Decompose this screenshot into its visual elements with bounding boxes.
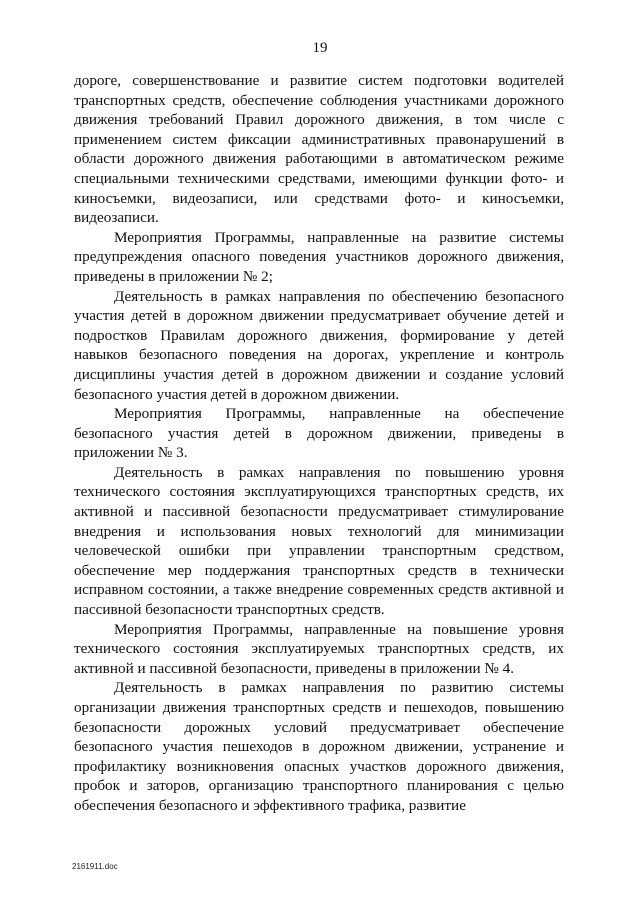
page-number: 19 (312, 40, 328, 56)
footer-file-name: 2161911.doc (72, 862, 118, 871)
paragraph-appendix-4: Мероприятия Программы, направленные на повышение уровня технического состояния эксплуатируемых транспортных средств, их активной и пассивной безопасности, приведены в приложении № 4. (74, 620, 564, 677)
paragraph-vehicle-safety: Деятельность в рамках направления по повышению уровня технического состояния эксплуатирующихся транспортных средств, их активной и пассивной безопасности предусматривает стимулирование внедрения и использования новых технологий для минимизации человеческой ошибки при управлении транспортным средством, обеспечение мер поддержания транспортных средств в технически исправном состоянии, а также внедрение современных средств активной и пассивной безопасности транспортных средств. (74, 463, 564, 619)
paragraph-child-safety: Деятельность в рамках направления по обеспечению безопасного участия детей в дорожном движении предусматривает обучение детей и подростков Правилам дорожного движения, формирование у детей навыков безопасного поведения на дорогах, укрепление и контроль дисциплины участия детей в дорожном движении и создание условий безопасного участия детей в дорожном движении. (74, 287, 564, 403)
paragraph-traffic-organization: Деятельность в рамках направления по развитию системы организации движения транспортных средств и пешеходов, повышению безопасности дорожных условий предусматривает обеспечение безопасного участия пешеходов в дорожном движении, устранение и профилактику возникновения опасных участков дорожного движения, пробок и заторов, организацию транспортного планирования с целью обеспечения безопасного и эффективного трафика, развитие (74, 679, 564, 814)
document-body (74, 71, 564, 816)
paragraph-appendix-2: Мероприятия Программы, направленные на развитие системы предупреждения опасного поведения участников дорожного движения, приведены в приложении № 2; (74, 228, 564, 285)
paragraph-appendix-3: Мероприятия Программы, направленные на обеспечение безопасного участия детей в дорожном движении, приведены в приложении № 3. (74, 405, 564, 462)
paragraph-continuation: дороге, совершенствование и развитие систем подготовки водителей транспортных средств, обеспечение соблюдения участниками дорожного движения требований Правил дорожного движения, в том числе с применением систем фиксации административных правонарушений в области дорожного движения работающими в автоматическом режиме специальными техническими средствами, имеющими функции фото- и киносъемки, видеозаписи, или средствами фото- и киносъемки, видеозаписи. (74, 72, 564, 227)
